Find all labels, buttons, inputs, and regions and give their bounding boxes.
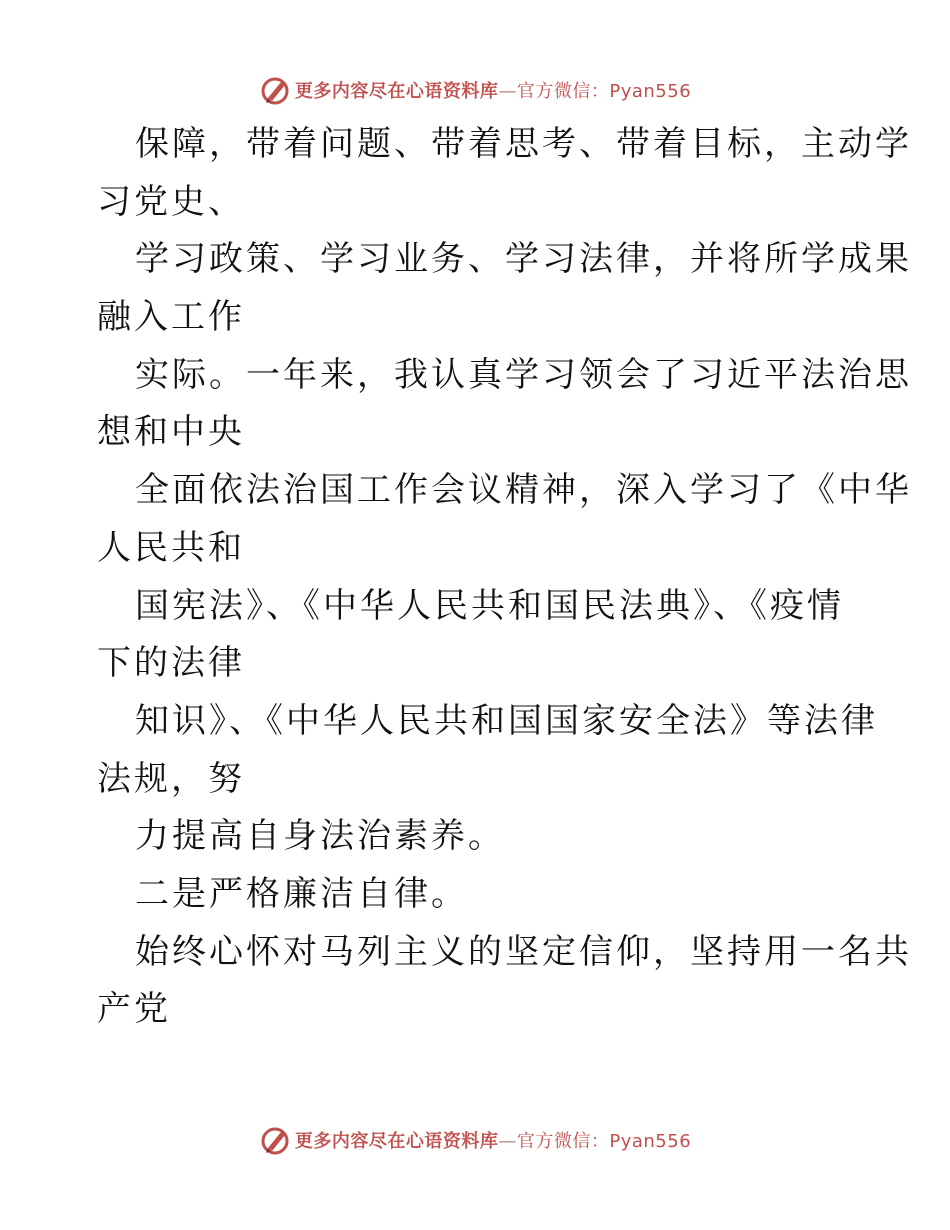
paragraph-line: 产党 — [97, 989, 171, 1030]
pen-circle-logo-icon — [259, 1124, 291, 1156]
paragraph-line: 全面依法治国工作会议精神，深入学习了《中华 — [135, 470, 912, 511]
footer-text — [295, 1127, 691, 1153]
paragraph-line: 实际。一年来，我认真学习领会了习近平法治思 — [135, 354, 912, 395]
paragraph-line: 保障，带着问题、带着思考、带着目标，主动学 — [135, 124, 912, 164]
page-header — [0, 70, 950, 110]
header-text — [295, 77, 691, 103]
footer-wechat: 官方微信：Pyan556 — [516, 1131, 692, 1152]
paragraph-line: 始终心怀对马列主义的坚定信仰，坚持用一名共 — [135, 931, 912, 972]
document-body — [97, 116, 912, 1039]
paragraph-line: 想和中央 — [97, 412, 245, 453]
footer-separator: — — [498, 1131, 517, 1152]
header-wechat: 官方微信：Pyan556 — [516, 81, 692, 102]
page-footer — [0, 1120, 950, 1160]
header-site-name: 更多内容尽在心语资料库 — [294, 81, 499, 102]
paragraph-line: 学习政策、学习业务、学习法律，并将所学成果 — [135, 239, 912, 280]
paragraph-line: 力提高自身法治素养。 — [135, 816, 505, 857]
paragraph-line: 国宪法》、《中华人民共和国民法典》、《疫情 — [135, 585, 844, 626]
header-banner — [259, 74, 691, 106]
footer-site-name: 更多内容尽在心语资料库 — [294, 1131, 499, 1152]
paragraph-line: 法规，努 — [97, 758, 245, 799]
paragraph-line: 人民共和 — [97, 527, 245, 568]
paragraph-line: 下的法律 — [97, 643, 245, 684]
header-separator: — — [498, 81, 517, 102]
paragraph-line: 习党史、 — [97, 181, 245, 222]
paragraph-line: 知识》、《中华人民共和国国家安全法》等法律 — [135, 700, 878, 741]
paragraph-line: 二是严格廉洁自律。 — [135, 873, 468, 914]
pen-circle-logo-icon — [259, 74, 291, 106]
footer-banner — [259, 1124, 691, 1156]
paragraph-line: 融入工作 — [97, 297, 245, 338]
